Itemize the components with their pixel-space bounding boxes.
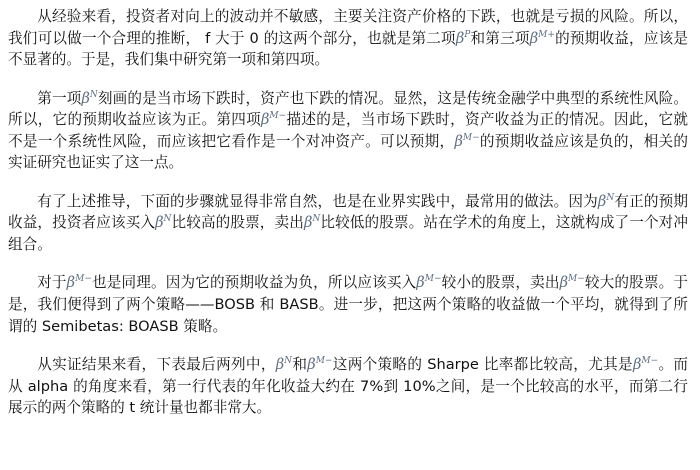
beta-superscript: M−: [568, 274, 585, 285]
text-run: 也是同理。因为它的预期收益为负，所以应该买入: [91, 274, 417, 292]
paragraph-1: [8, 6, 688, 71]
beta-letter: β: [632, 355, 642, 373]
text-run: 较小的股票，卖出: [441, 274, 560, 292]
beta-symbol: [304, 214, 320, 231]
beta-superscript: P: [464, 29, 471, 40]
beta-superscript: N: [89, 89, 98, 100]
beta-superscript: M−: [269, 111, 287, 122]
text-run: 从经验来看，投资者对向上的波动并不敏感，主要关注资产价格的下跌，也就是亏损的风险。所以，我们可以做一个合理的推断， f 大于 0 的这两个部分，也就是第二项: [8, 8, 688, 47]
beta-letter: β: [559, 274, 569, 292]
beta-symbol: [416, 274, 441, 291]
text-run: 描述的是，当市场下跌时，资产收益为正的情况。因此，它就不是一个系统性风险，而应该把它看作是一个对冲资产。可以预期，: [8, 111, 688, 150]
beta-superscript: N: [284, 355, 293, 366]
paragraph-3: [8, 191, 688, 256]
text-run: 。而从 alpha 的角度来看，第一行代表的年化收益大约在 7%到 10%之间，是一个比较高的水平，而第二行展示的两个策略的 t 统计量也都非常大。: [8, 355, 688, 417]
text-run: 从实证结果来看，下表最后两列中，: [37, 355, 276, 373]
beta-symbol: [598, 193, 614, 210]
beta-letter: β: [454, 132, 463, 150]
text-run: 第一项: [37, 89, 82, 107]
beta-letter: β: [275, 355, 285, 373]
paragraph-4: [8, 272, 688, 337]
beta-superscript: M+: [538, 29, 555, 40]
beta-letter: β: [455, 29, 465, 47]
text-run: 和第三项: [470, 29, 530, 47]
beta-symbol: [454, 133, 479, 150]
text-run: 的预期收益，应该是不显著的。于是，我们集中研究第一项和第四项。: [8, 29, 688, 69]
beta-symbol: [633, 356, 658, 373]
text-run: 刻画的是当市场下跌时，资产也下跌的情况。显然，这是传统金融学中典型的系统性风险。所以，它的预期收益应该为正。第四项: [8, 89, 688, 129]
beta-letter: β: [597, 192, 607, 210]
beta-superscript: N: [163, 214, 172, 225]
beta-letter: β: [66, 274, 76, 292]
beta-symbol: [456, 30, 471, 47]
paragraph-2: [8, 88, 688, 174]
text-run: 对于: [37, 274, 67, 292]
beta-superscript: M−: [315, 355, 333, 366]
beta-superscript: M−: [641, 355, 659, 366]
beta-symbol: [276, 356, 292, 373]
text-run: 有了上述推导，下面的步骤就显得非常自然，也是在业界实践中，最常用的做法。因为: [37, 192, 598, 210]
text-run: 较大的股票。于是，我们便得到了两个策略——BOSB 和 BASB。进一步，把这两个策略的收益做一个平均，就得到了所谓的 Semibetas: BOASB 策略。: [8, 274, 688, 335]
beta-letter: β: [260, 111, 270, 129]
text-run: 和: [292, 355, 308, 373]
beta-letter: β: [529, 29, 539, 47]
beta-symbol: [560, 274, 585, 291]
beta-superscript: M−: [462, 132, 480, 143]
beta-symbol: [307, 356, 332, 373]
beta-symbol: [261, 111, 286, 128]
text-run: 比较低的股票。站在学术的角度上，这就构成了一个对冲组合。: [8, 214, 688, 253]
paragraph-5: [8, 354, 688, 419]
beta-superscript: N: [312, 214, 321, 225]
beta-letter: β: [81, 89, 90, 107]
beta-symbol: [155, 214, 171, 231]
beta-letter: β: [416, 274, 425, 292]
beta-superscript: M−: [424, 274, 442, 285]
text-run: 有正的预期收益，投资者应该买入: [8, 192, 688, 232]
beta-letter: β: [155, 214, 164, 232]
text-run: 这两个策略的 Sharpe 比率都比较高，尤其是: [332, 355, 633, 373]
beta-symbol: [67, 274, 92, 291]
beta-letter: β: [303, 214, 313, 232]
text-run: 比较高的股票，卖出: [171, 214, 304, 232]
beta-symbol: [81, 90, 97, 107]
text-run: 的预期收益应该是负的，相关的实证研究也证实了这一点。: [8, 132, 688, 172]
beta-symbol: [530, 30, 555, 47]
beta-superscript: N: [606, 192, 615, 203]
beta-letter: β: [307, 355, 316, 373]
beta-superscript: M−: [75, 274, 92, 285]
